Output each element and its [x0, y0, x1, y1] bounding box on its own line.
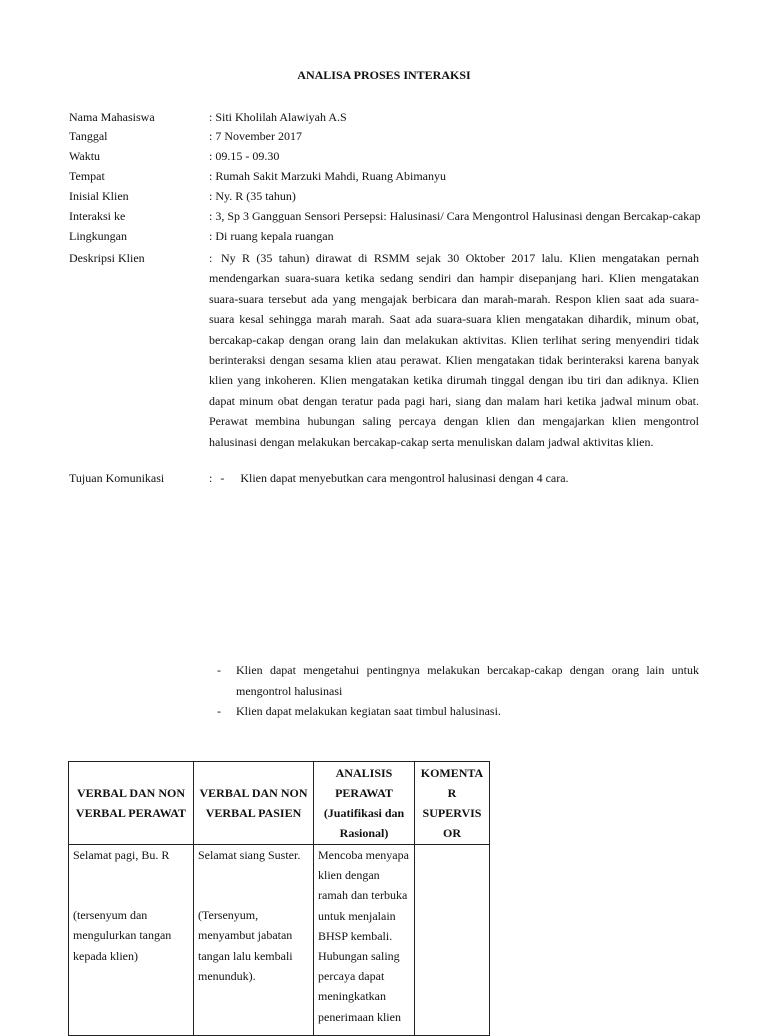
- perawat-speech: Selamat pagi, Bu. R: [73, 848, 170, 862]
- field-value: : Di ruang kepala ruangan: [209, 229, 334, 243]
- field-label: Inisial Klien: [69, 189, 129, 203]
- header-perawat: VERBAL DAN NON VERBAL PERAWAT: [69, 762, 194, 845]
- header-analisis: ANALISIS PERAWAT (Juatifikasi dan Rasional): [314, 762, 415, 845]
- goal-item: [217, 660, 699, 701]
- bullet-dash: -: [217, 704, 221, 718]
- tujuan-colon: :: [209, 471, 213, 485]
- field-value: : Siti Kholilah Alawiyah A.S: [209, 110, 347, 124]
- pasien-action: (Tersenyum, menyambut jabatan tangan lalu kembali menunduk).: [198, 908, 293, 983]
- deskripsi-body: [209, 248, 699, 452]
- table-row: [69, 845, 490, 1036]
- spacer: [198, 865, 309, 905]
- tujuan-label: Tujuan Komunikasi: [69, 471, 165, 485]
- field-label: Waktu: [69, 149, 101, 163]
- field-label: Interaksi ke: [69, 209, 126, 223]
- cell-perawat: [69, 845, 194, 1036]
- goal-text: Klien dapat menyebutkan cara mengontrol halusinasi dengan 4 cara.: [240, 471, 569, 485]
- perawat-action: (tersenyum dan mengulurkan tangan kepada klien): [73, 908, 172, 963]
- cell-analisis: [314, 845, 415, 1036]
- field-value: : 7 November 2017: [209, 129, 302, 143]
- field-value: : Rumah Sakit Marzuki Mahdi, Ruang Abimanyu: [209, 169, 446, 183]
- deskripsi-label: Deskripsi Klien: [69, 251, 145, 265]
- analisis-text: Mencoba menyapa klien dengan ramah dan terbuka untuk menjalain BHSP kembali. Hubungan saling percaya dapat meningkatkan penerimaan klien: [318, 848, 409, 1024]
- goal-text: Klien dapat melakukan kegiatan saat timbul halusinasi.: [236, 704, 501, 718]
- field-label: Lingkungan: [69, 229, 127, 243]
- analisa-table: [68, 761, 490, 1036]
- goal-text: Klien dapat mengetahui pentingnya melakukan bercakap-cakap dengan orang lain untuk mengontrol halusinasi: [236, 663, 699, 698]
- pasien-speech: Selamat siang Suster.: [198, 848, 301, 862]
- field-label: Nama Mahasiswa: [69, 110, 155, 124]
- field-value: : 3, Sp 3 Gangguan Sensori Persepsi: Halusinasi/ Cara Mengontrol Halusinasi dengan Bercakap-cakap: [209, 209, 701, 223]
- header-komentar: KOMENTA R SUPERVIS OR: [415, 762, 490, 845]
- goal-item: [217, 701, 699, 722]
- table-header-row: [69, 762, 490, 845]
- bullet-dash: -: [220, 471, 225, 485]
- page-title: ANALISA PROSES INTERAKSI: [297, 68, 471, 82]
- cell-pasien: [194, 845, 314, 1036]
- field-value: : Ny. R (35 tahun): [209, 189, 296, 203]
- field-label: Tanggal: [69, 129, 108, 143]
- field-value: : 09.15 - 09.30: [209, 149, 280, 163]
- deskripsi-colon: :: [209, 251, 213, 265]
- header-pasien: VERBAL DAN NON VERBAL PASIEN: [194, 762, 314, 845]
- bullet-dash: -: [217, 663, 221, 677]
- spacer: [73, 865, 189, 905]
- cell-komentar: [415, 845, 490, 1036]
- deskripsi-text: Ny R (35 tahun) dirawat di RSMM sejak 30 Oktober 2017 lalu. Klien mengatakan pernah mendengarkan suara-suara ketika sedang sendiri dan hampir disepanjang hari. Klien mengatakan suara-suara tersebut ada yang mengajak berbicara dan marah-marah. Respon klien saat ada suara-suara kesal sehingga marah marah. Saat ada suara-suara klien mengatakan dihardik, minum obat, bercakap-cakap dengan orang lain dan melakukan aktivitas. Klien terlihat sering menyendiri tidak berinteraksi dengan sesama klien atau perawat. Klien mengatakan tidak berinteraksi karena banyak klien yang inkoheren. Klien mengatakan ketika dirumah tinggal dengan ibu tiri dan adiknya. Klien dapat minum obat dengan teratur pada pagi hari, siang dan malam hari ketika jadwal minum obat. Perawat membina hubungan saling percaya dengan klien dan mengajarkan klien mengontrol halusinasi dengan melakukan bercakap-cakap serta menuliskan dalam jadwal aktivitas klien.: [209, 251, 699, 449]
- field-label: Tempat: [69, 169, 105, 183]
- tujuan-first-goal: [209, 468, 569, 488]
